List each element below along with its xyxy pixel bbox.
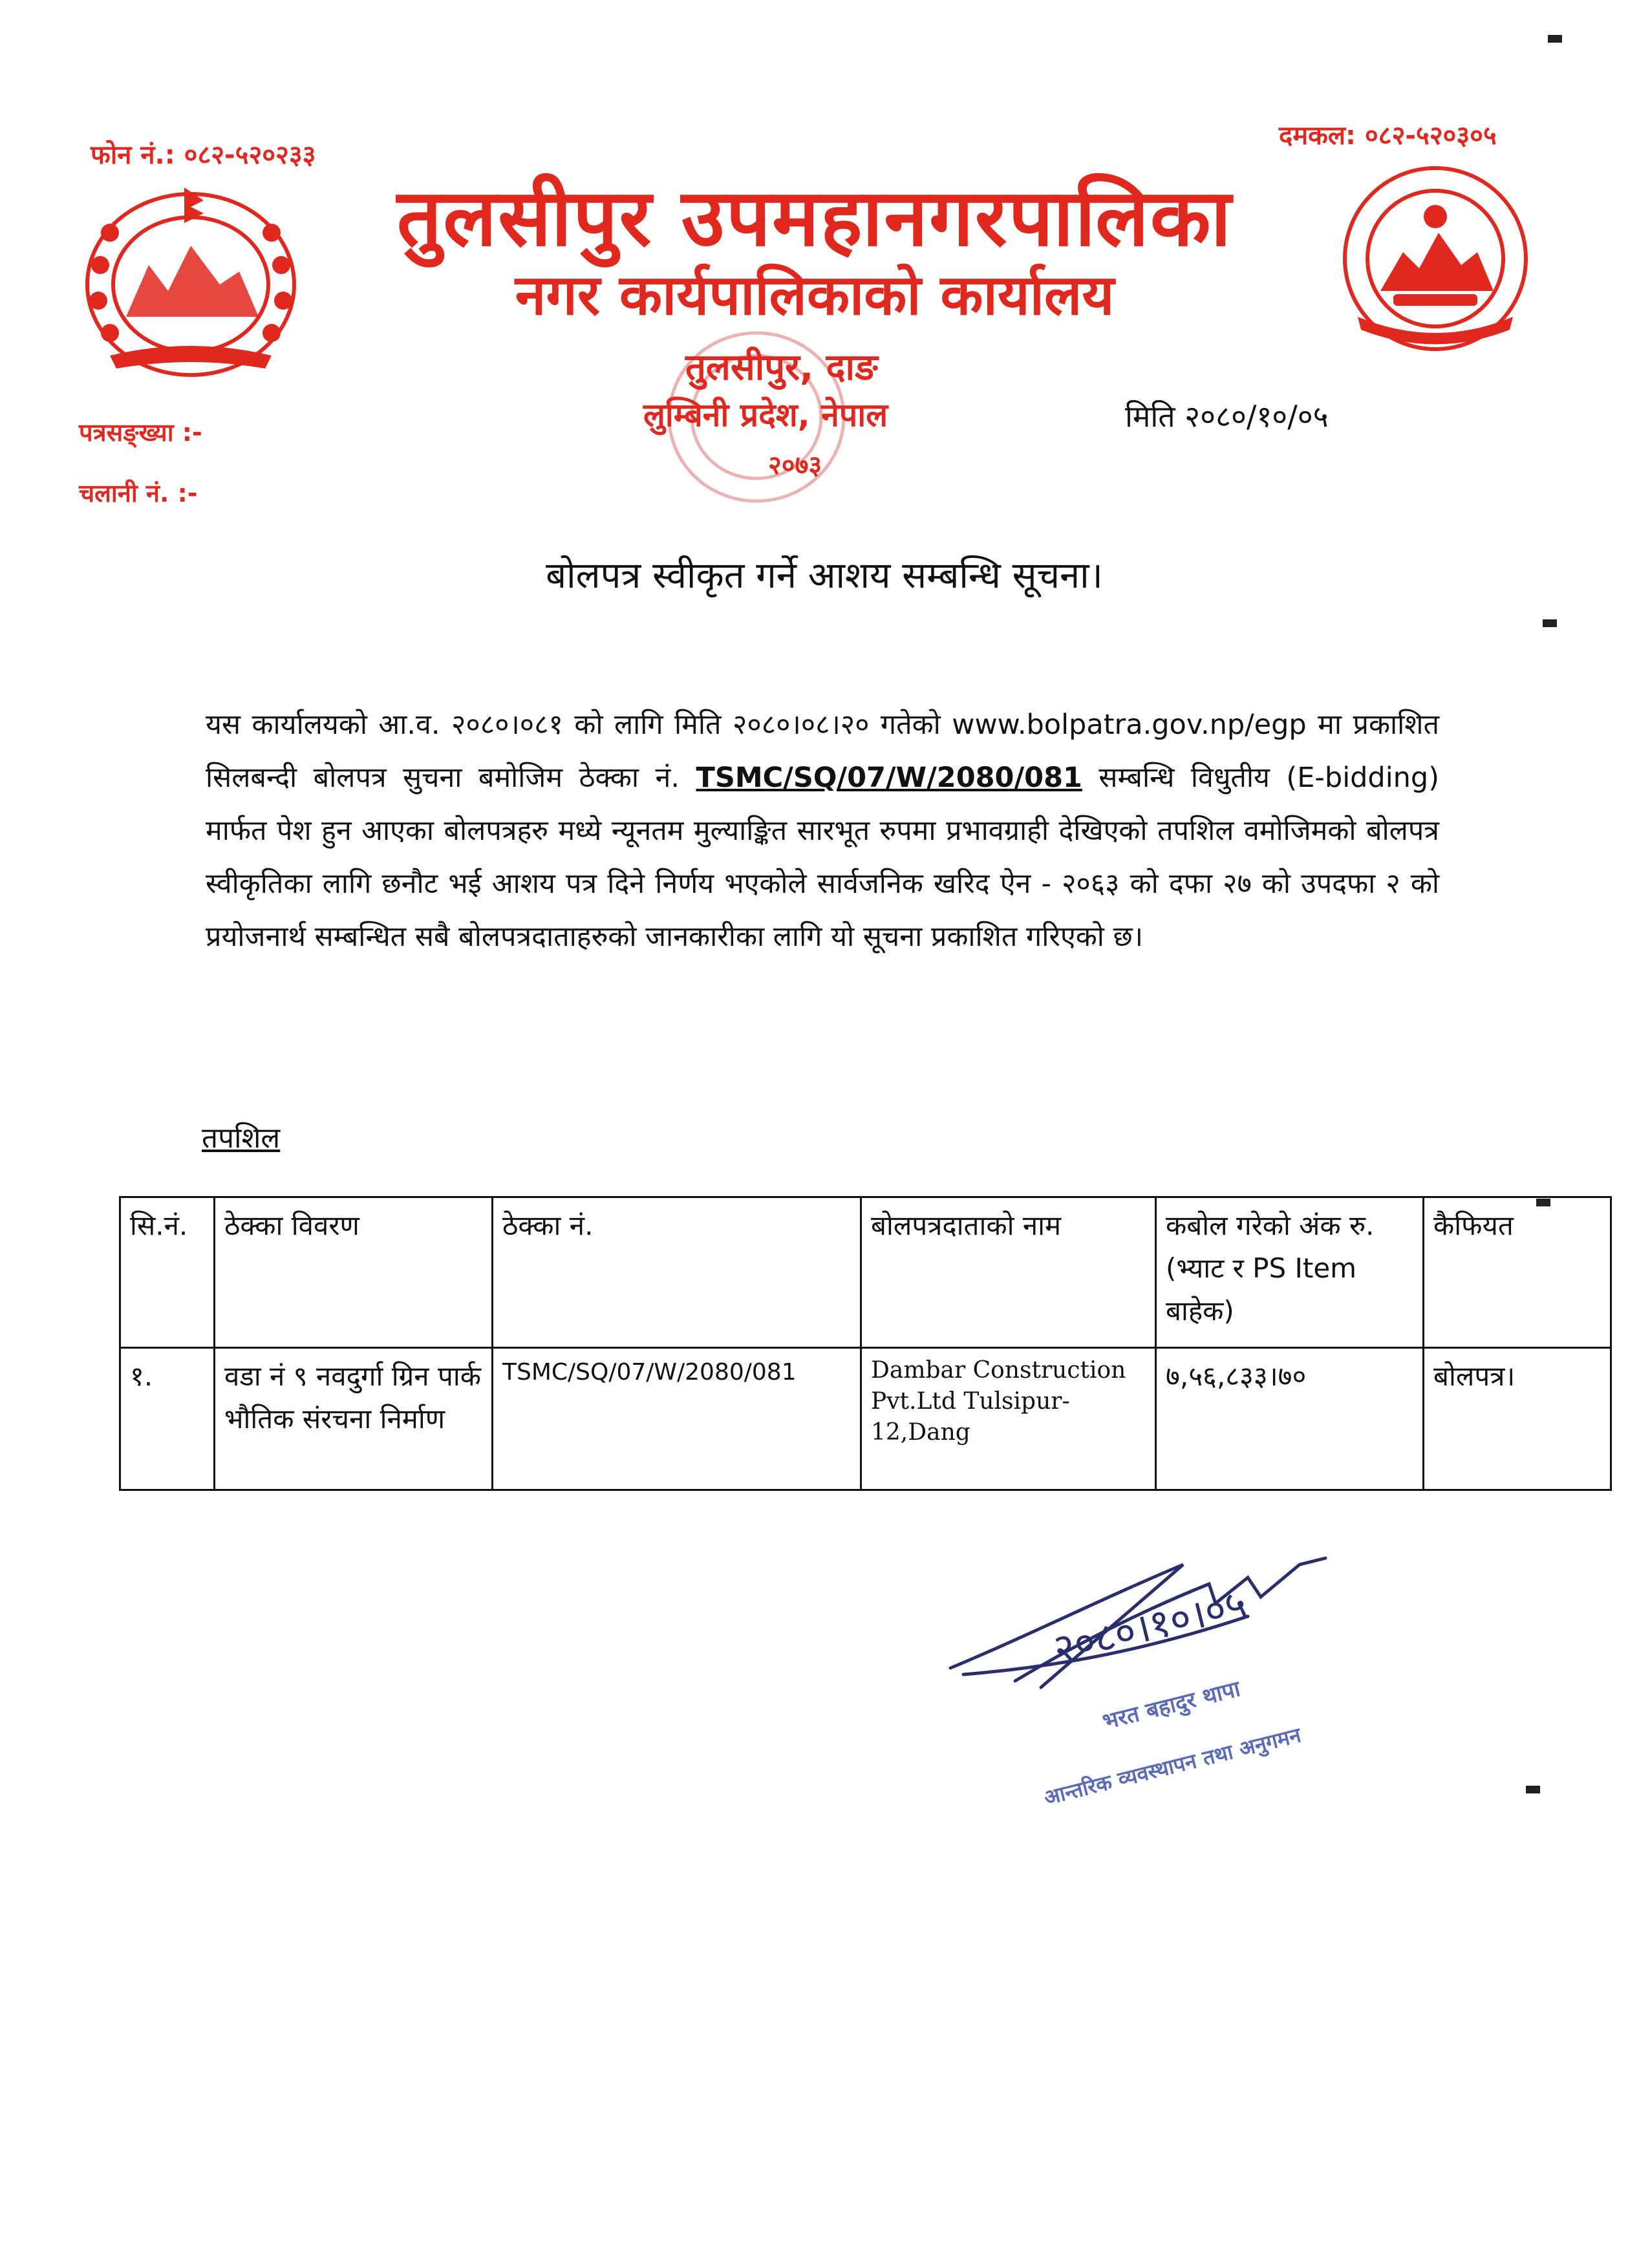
- notice-subject: बोलपत्र स्वीकृत गर्ने आशय सम्बन्धि सूचना।: [546, 555, 1103, 597]
- cell-sn: १.: [120, 1348, 215, 1490]
- province-name: लुम्बिनी प्रदेश, नेपाल: [643, 396, 888, 434]
- tender-reference: TSMC/SQ/07/W/2080/081: [696, 762, 1082, 794]
- header-remarks: कैफियत: [1424, 1197, 1611, 1348]
- signatory-name: भरत बहादुर थापा: [1100, 1676, 1243, 1735]
- body-text-part1: यस कार्यालयको आ.व. २०८०।०८१ को लागि मिति २०८०।०८।२० गतेको www.bolpatra.gov.np/egp मा प्रकाशित सिलबन्दी बोलपत्र सुचना बमोजिम ठेक्का नं.: [206, 709, 1439, 794]
- scan-mark: [1548, 35, 1562, 43]
- signatory-title: आन्तरिक व्यवस्थापन तथा अनुगमन: [1041, 1722, 1303, 1810]
- place-name: तुलसीपुर, दाङ: [685, 347, 878, 389]
- header-sn: सि.नं.: [120, 1197, 215, 1348]
- phone-number: फोन नं.: ०८२-५२०२३३: [91, 140, 316, 170]
- cell-amount: ७,५६,८३३।७०: [1156, 1348, 1424, 1490]
- office-name: नगर कार्यपालिकाको कार्यालय: [515, 263, 1115, 328]
- signature-date: २०८०।१०।०५: [1048, 1579, 1252, 1673]
- header-amount: कबोल गरेको अंक रु.(भ्याट र PS Item बाहेक): [1156, 1197, 1424, 1348]
- fire-brigade-number: दमकल: ०८२-५२०३०५: [1279, 121, 1497, 151]
- cell-remarks: बोलपत्र।: [1424, 1348, 1611, 1490]
- seal-year: २०७३: [768, 451, 822, 480]
- municipality-name: तुलसीपुर उपमहानगरपालिका: [396, 172, 1233, 264]
- notice-body: [206, 698, 1439, 963]
- dispatch-number-label: चलानी नं. :-: [79, 479, 198, 508]
- header-contract-no: ठेक्का नं.: [493, 1197, 861, 1348]
- header-bidder: बोलपत्रदाताको नाम: [861, 1197, 1156, 1348]
- bid-details-table: [119, 1196, 1612, 1491]
- letter-number-label: पत्रसङ्ख्या :-: [79, 418, 202, 447]
- scan-mark: [1526, 1786, 1540, 1793]
- table-title: तपशिल: [202, 1122, 281, 1155]
- cell-description: वडा नं ९ नवदुर्गा ग्रिन पार्क भौतिक संरचना निर्माण: [215, 1348, 493, 1490]
- cell-contract-no: TSMC/SQ/07/W/2080/081: [493, 1348, 861, 1490]
- letter-date: मिति २०८०/१०/०५: [1125, 399, 1329, 434]
- table-header-row: [120, 1197, 1611, 1348]
- body-text-part2: सम्बन्धि विधुतीय (E-bidding) मार्फत पेश हुन आएका बोलपत्रहरु मध्ये न्यूनतम मुल्याङ्कित सारभूत रुपमा प्रभावग्राही देखिएको तपशिल वमोजिमको बोलपत्र स्वीकृतिका लागि छनौट भई आशय पत्र दिने निर्णय भएकोले सार्वजनिक खरिद ऐन - २०६३ को दफा २७ को उपदफा २ को प्रयोजनार्थ सम्बन्धित सबै बोलपत्रदाताहरुको जानकारीका लागि यो सूचना प्रकाशित गरिएको छ।: [206, 762, 1439, 953]
- municipality-logo-icon: [1332, 155, 1539, 362]
- scan-mark: [1543, 619, 1557, 627]
- table-row: [120, 1348, 1611, 1490]
- cell-bidder: Dambar Construction Pvt.Ltd Tulsipur-12,Dang: [861, 1348, 1156, 1490]
- nepal-emblem-icon: [71, 175, 310, 388]
- header-description: ठेक्का विवरण: [215, 1197, 493, 1348]
